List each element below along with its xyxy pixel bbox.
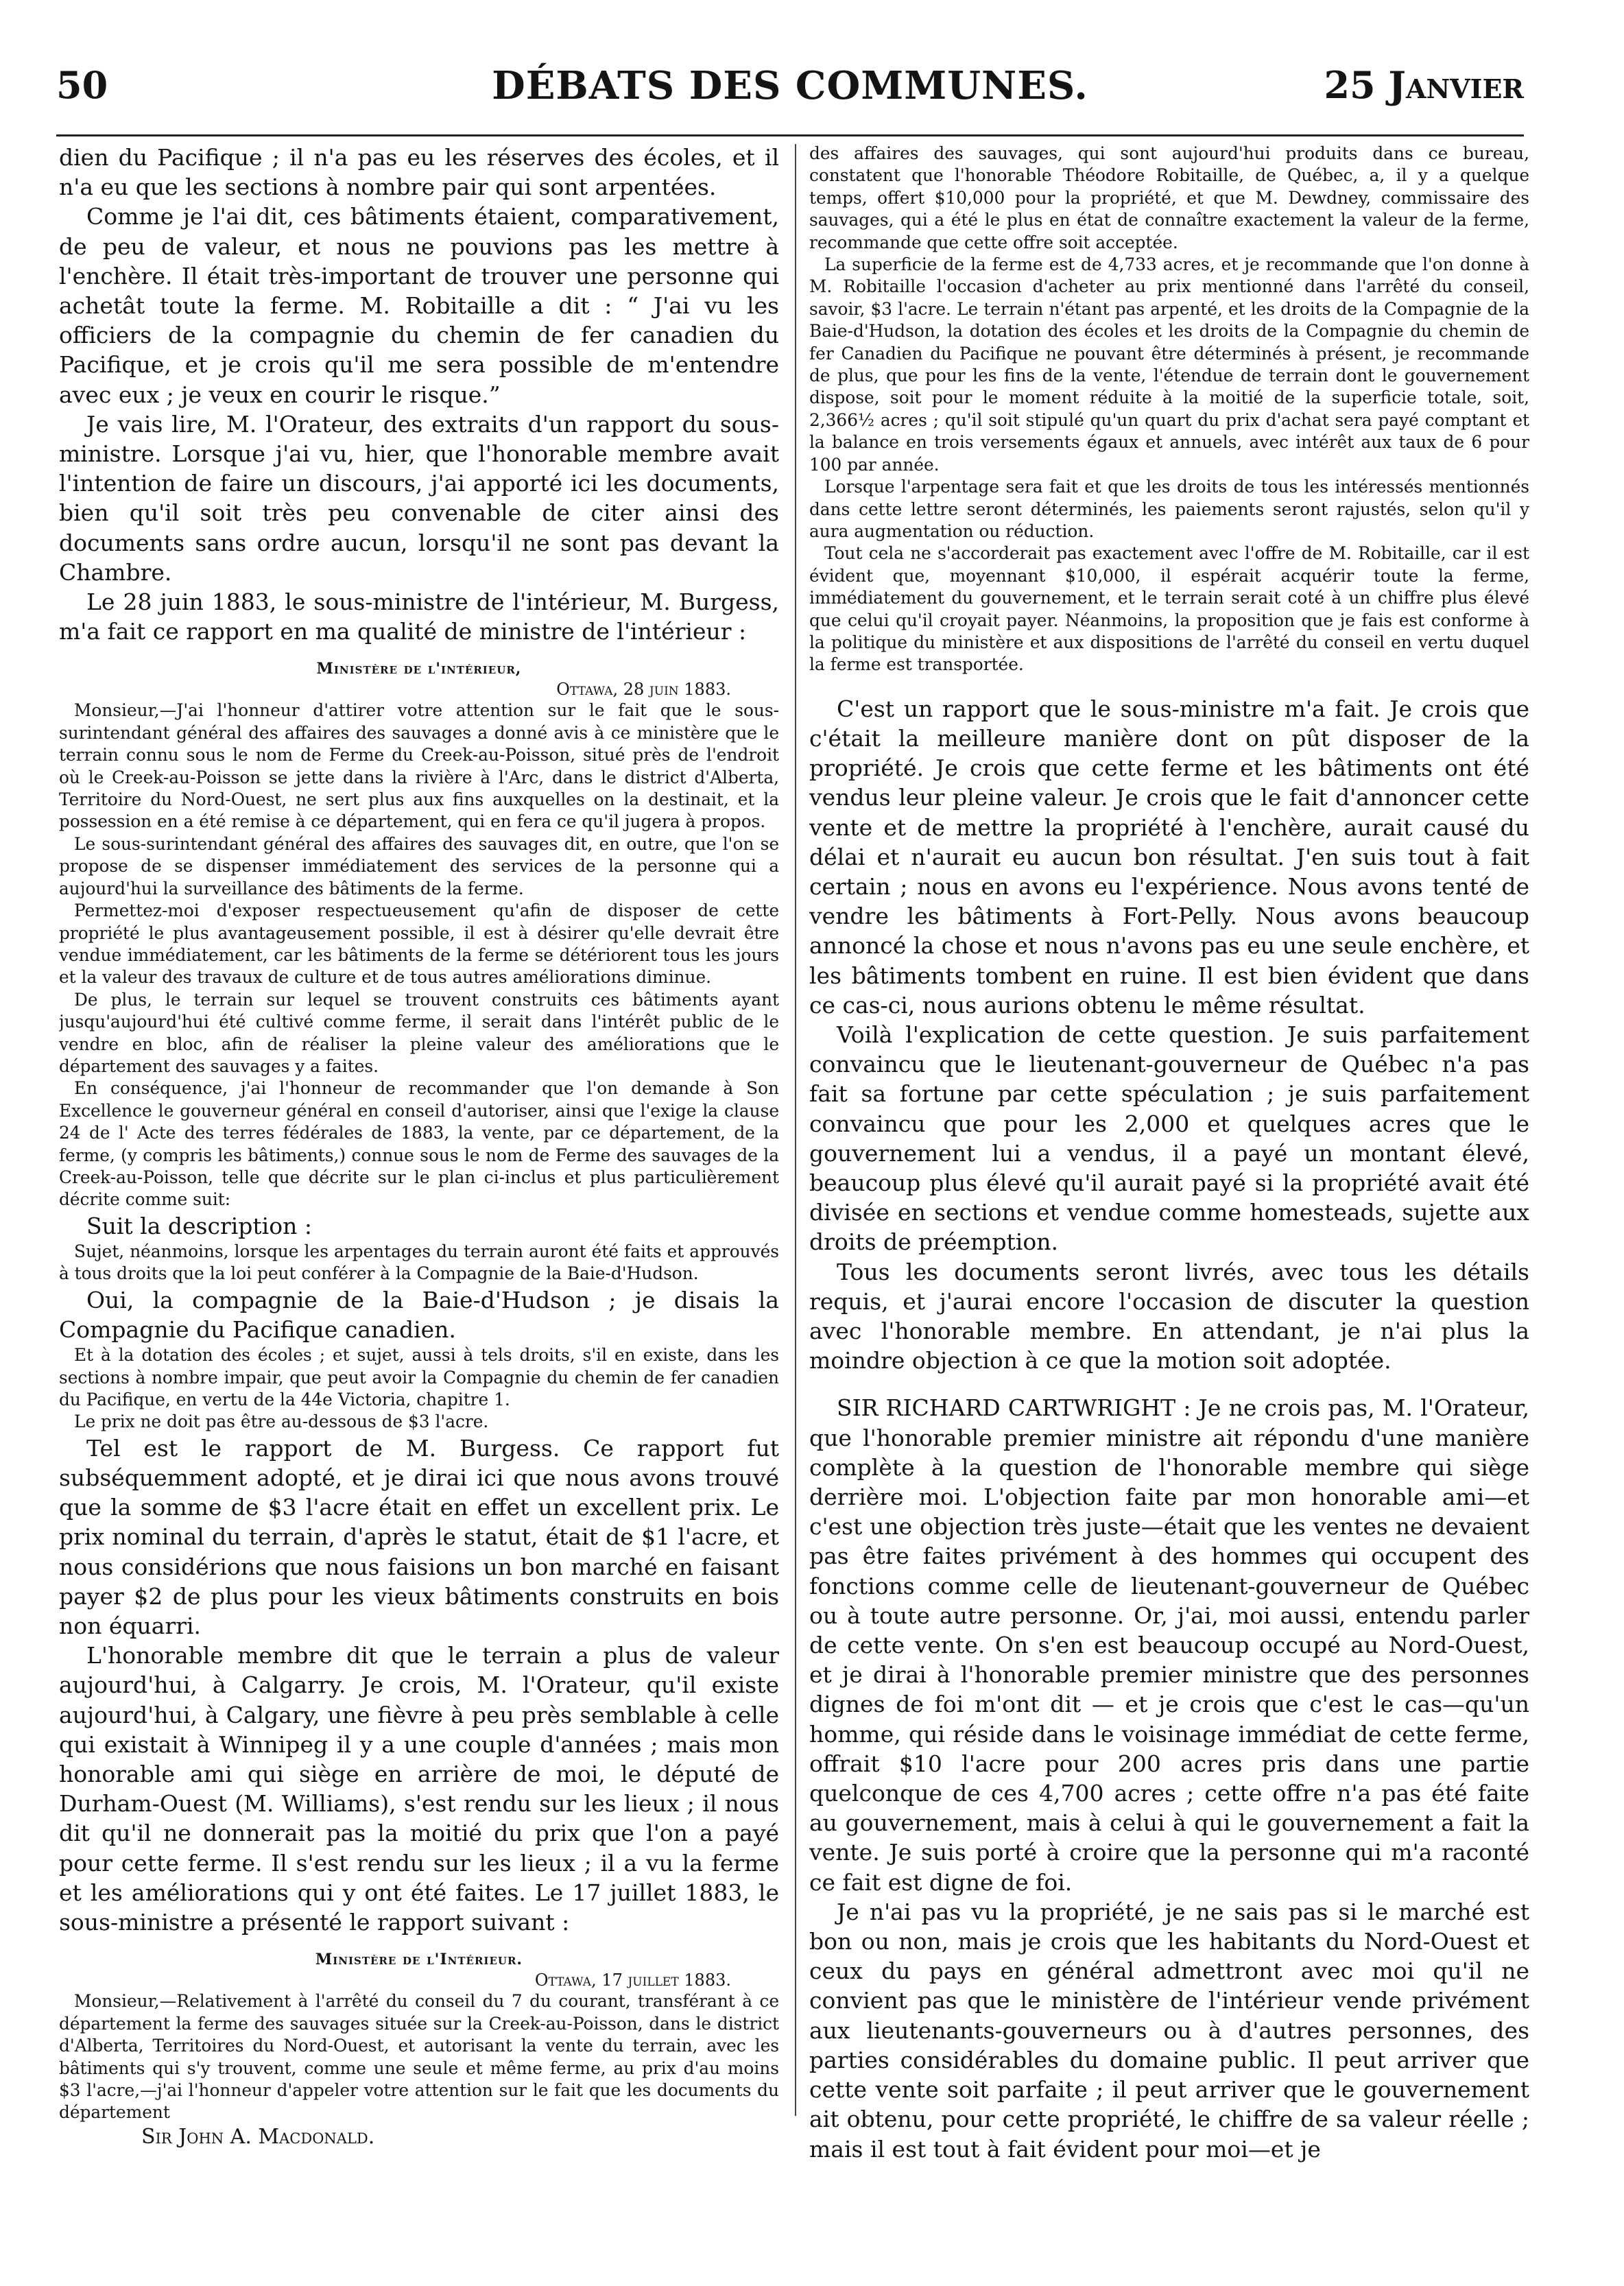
- letter-paragraph: Sujet, néanmoins, lorsque les arpentages du terrain auront été faits et approuvés à tous droits que la loi peut conférer à la Compagnie de la Baie-d'Hudson.: [59, 1241, 779, 1284]
- paragraph: Suit la description :: [86, 1212, 312, 1239]
- page-header: [56, 63, 1524, 118]
- letter-paragraph: Monsieur,—Relativement à l'arrêté du conseil du 7 du courant, transférant à ce département la ferme des sauvages située sur la Creek-au-Poisson, dans le district d'Alberta, Territoires du Nord-Ouest, et autorisant la vente du terrain, avec les bâtiments qui s'y trouvent, comme une seule et même ferme, au prix d'au moins $3 l'acre,—j'ai l'honneur d'appeler votre attention sur le fait que les documents du département: [59, 1991, 779, 2123]
- paragraph: Comme je l'ai dit, ces bâtiments étaient, comparativement, de peu de valeur, et nous ne pouvions pas les mettre à l'enchère. Il était très-important de trouver une personne qui achetât toute la ferme. M. Robitaille a dit : “ J'ai vu les officiers de la compagnie du chemin de fer canadien du Pacifique, et je crois qu'il me sera possible de m'entendre avec eux ; je veux en courir le risque.”: [59, 203, 779, 408]
- letter-dateline: Ottawa, 17 juillet 1883.: [534, 1971, 731, 1990]
- letter-paragraph: Tout cela ne s'accorderait pas exactement avec l'offre de M. Robitaille, car il est évident que, moyennant $10,000, il espérait acquérir toute la ferme, immédiatement du gouvernement, et le terrain serait coté à un chiffre plus élevé que celui qu'il croyait payer. Néanmoins, la proposition que je fais est conforme à la politique du ministère et aux dispositions de l'arrêté du conseil en vertu duquel la ferme est transportée.: [809, 543, 1529, 675]
- letter-paragraph: La superficie de la ferme est de 4,733 acres, et je recommande que l'on donne à M. Robitaille l'occasion d'acheter au prix mentionné dans l'arrêté du conseil, savoir, $3 l'acre. Le terrain n'étant pas arpenté, et les droits de la Compagnie de la Baie-d'Hudson, la dotation des écoles et les droits de la Compagnie du chemin de fer Canadien du Pacifique ne pouvant être déterminés à présent, je recommande de plus, que pour les fins de la vente, l'étendue de terrain dont le gouvernement dispose, soit pour le moment réduite à la moitié de la superficie totale, soit, 2,366½ acres ; qu'il soit stipulé qu'un quart du prix d'achat sera payé comptant et la balance en trois versements égaux et annuels, avec intérêt aux taux de 6 pour 100 par année.: [809, 254, 1529, 475]
- column-divider: [795, 144, 796, 2116]
- speech-paragraph: [809, 1393, 1529, 1896]
- letter-paragraph: Monsieur,—J'ai l'honneur d'attirer votre attention sur le fait que le sous-surintendant général des affaires des sauvages a donné avis à ce ministère que le terrain connu sous le nom de Ferme du Creek-au-Poisson, situé près de l'endroit où le Creek-au-Poisson se jette dans la rivière à l'Arc, dans le district d'Alberta, Territoire du Nord-Ouest, ne sert plus aux fins auxquelles on la destinait, et la possession en a été remise à ce département, qui en fera ce qu'il jugera à propos.: [59, 700, 779, 832]
- letter-paragraph: Et à la dotation des écoles ; et sujet, aussi à tels droits, s'il en existe, dans les sections à nombre impair, que peut avoir la Compagnie du chemin de fer canadien du Pacifique, en vertu de la 44e Victoria, chapitre 1.: [59, 1345, 779, 1410]
- left-column: [59, 143, 779, 2150]
- paragraph: Tous les documents seront livrés, avec tous les détails requis, et j'aurai encore l'occasion de discuter la question avec l'honorable membre. En attendant, je n'ai plus la moindre objection à ce que la motion soit adoptée.: [809, 1258, 1529, 1374]
- letter-heading: Ministère de l'Intérieur.: [315, 1951, 523, 1969]
- paragraph: Tel est le rapport de M. Burgess. Ce rapport fut subséquemment adopté, et je dirai ici que nous avons trouvé que la somme de $3 l'acre était en effet un excellent prix. Le prix nominal du terrain, d'après le statut, était de $1 l'acre, et nous considérions que nous faisions un bon marché en faisant payer $2 de plus pour les vieux bâtiments construits en bois non équarri.: [59, 1434, 779, 1640]
- header-date-text: 25 Janvier: [1324, 63, 1524, 107]
- letter-dateline: Ottawa, 28 juin 1883.: [556, 680, 731, 700]
- letter-paragraph: Permettez-moi d'exposer respectueusement qu'afin de disposer de cette propriété le plus avantageusement possible, il est à désirer qu'elle devrait être vendue immédiatement, car les bâtiments de la ferme se détériorent tous les jours et la valeur des travaux de culture et de tous autres améliorations diminue.: [59, 901, 779, 988]
- paragraph: L'honorable membre dit que le terrain a plus de valeur aujourd'hui, à Calgarry. Je crois, M. l'Orateur, qu'il existe aujourd'hui, à Calgary, une fièvre à peu près semblable à celle qui existait à Winnipeg il y a une couple d'années ; mais mon honorable ami qui siège en arrière de moi, le député de Durham-Ouest (M. Williams), s'est rendu sur les lieux ; il nous dit qu'il ne donnerait pas la moitié du prix que l'on a payé pour cette ferme. Il s'est rendu sur les lieux ; il a vu la ferme et les améliorations qui y ont été faites. Le 17 juillet 1883, le sous-ministre a présenté le rapport suivant :: [59, 1642, 779, 1936]
- letter-paragraph: Le sous-surintendant général des affaires des sauvages dit, en outre, que l'on se propose de se dispenser immédiatement des services de la personne qui a aujourd'hui la surveillance des bâtiments de la ferme.: [59, 833, 779, 898]
- header-rule: [56, 134, 1524, 136]
- paragraph: Oui, la compagnie de la Baie-d'Hudson ; je disais la Compagnie du Pacifique canadien.: [59, 1286, 779, 1344]
- header-date: [1324, 63, 1524, 107]
- letter-paragraph: des affaires des sauvages, qui sont aujourd'hui produits dans ce bureau, constatent que l'honorable Théodore Robitaille, de Québec, a, il y a quelque temps, offert $10,000 pour la propriété, et que M. Dewdney, commissaire des sauvages, qui a été le plus en état de connaître exactement la valeur de la ferme, recommande que cette offre soit acceptée.: [809, 143, 1529, 252]
- paragraph: Le 28 juin 1883, le sous-ministre de l'intérieur, M. Burgess, m'a fait ce rapport en ma qualité de ministre de l'intérieur :: [59, 588, 779, 645]
- letter-paragraph: En conséquence, j'ai l'honneur de recommander que l'on demande à Son Excellence le gouverneur général en conseil d'autoriser, ainsi que l'exige la clause 24 de l' Acte des terres fédérales de 1883, la vente, par ce département, de la ferme, (y compris les bâtiments,) connue sous le nom de Ferme des sauvages de la Creek-au-Poisson, telle que décrite sur le plan ci-inclus et plus particulièrement décrite comme suit:: [59, 1078, 779, 1210]
- letter-paragraph: De plus, le terrain sur lequel se trouvent construits ces bâtiments ayant jusqu'aujourd'hui été cultivé comme ferme, il serait dans l'intérêt public de le vendre en bloc, afin de réaliser la pleine valeur des améliorations que le département des sauvages y a faites.: [59, 989, 779, 1076]
- speaker-signature: Sir John A. Macdonald.: [141, 2124, 375, 2149]
- paragraph: Je n'ai pas vu la propriété, je ne sais pas si le marché est bon ou non, mais je crois que les habitants du Nord-Ouest et ceux du pays en général admettront avec moi qu'il ne convient pas que le ministère de l'intérieur vende privément aux lieutenants-gouverneurs ou à d'autres personnes, des parties considérables du domaine public. Il peut arriver que cette vente soit parfaite ; il peut arriver que le gouvernement ait obtenu, pour cette propriété, le chiffre de sa valeur réelle ; mais il est tout à fait évident pour moi—et je: [809, 1898, 1529, 2163]
- letter-heading: Ministère de l'intérieur,: [316, 660, 522, 678]
- paragraph: C'est un rapport que le sous-ministre m'a fait. Je crois que c'était la meilleure manière dont on pût disposer de la propriété. Je crois que cette ferme et les bâtiments ont été vendus leur pleine valeur. Je crois que le fait d'annoncer cette vente et de mettre la propriété à l'enchère, aurait causé du délai et n'aurait eu aucun bon résultat. J'en suis tout à fait certain ; nous en avons eu l'expérience. Nous avons tenté de vendre les bâtiments à Fort-Pelly. Nous avons beaucoup annoncé la chose et nous n'avons pas eu une seule enchère, et les bâtiments tombent en ruine. Il est bien évident que dans ce cas-ci, nous aurions obtenu le même résultat.: [809, 695, 1529, 1019]
- letter-paragraph: Le prix ne doit pas être au-dessous de $3 l'acre.: [74, 1412, 489, 1432]
- letter-paragraph: Lorsque l'arpentage sera fait et que les droits de tous les intéressés mentionnés dans cette lettre seront déterminés, les paiements seront rajustés, selon qu'il y aura augmentation ou réduction.: [809, 477, 1529, 541]
- speech-text: Je ne crois pas, M. l'Orateur, que l'honorable premier ministre ait répondu d'une manière complète à la question de l'honorable membre qui siège derrière moi. L'objection faite par mon honorable ami—et c'est une objection très juste—était que les ventes ne devaient pas être faites privément à des hommes qui occupent des fonctions comme celle de lieutenant-gouverneur de Québec ou à toute autre personne. Or, j'ai, moi aussi, entendu parler de cette vente. On s'en est beaucoup occupé au Nord-Ouest, et je dirai à l'honorable premier ministre que des personnes dignes de foi m'ont dit — et je crois que c'est le cas—qu'un homme, qui réside dans le voisinage immédiat de cette ferme, offrait $10 l'acre pour 200 acres pris dans une partie quelconque de ces 4,700 acres ; cette offre n'a pas été faite au gouvernement, mais à celui à qui le gouvernement a fait la vente. Je suis porté à croire que la personne qui m'a raconté ce fait est digne de foi.: [809, 1394, 1529, 1896]
- paragraph: Voilà l'explication de cette question. Je suis parfaitement convaincu que le lieutenant-gouverneur de Québec n'a pas fait sa fortune par cette spéculation ; je suis parfaitement convaincu que pour les 2,000 et quelques acres que le gouvernement lui a vendus, il a payé un montant élevé, beaucoup plus élevé qu'il aurait payé si la propriété avait été divisée en sections et vendue comme homesteads, sujette aux droits de préemption.: [809, 1021, 1529, 1256]
- page-number: 50: [56, 63, 108, 107]
- paragraph: dien du Pacifique ; il n'a pas eu les réserves des écoles, et il n'a eu que les sections à nombre pair qui sont arpentées.: [59, 144, 779, 201]
- running-title: DÉBATS DES COMMUNES.: [492, 63, 1088, 108]
- right-column: [809, 143, 1529, 2164]
- paragraph: Je vais lire, M. l'Orateur, des extraits d'un rapport du sous-ministre. Lorsque j'ai vu, hier, que l'honorable membre avait l'intention de faire un discours, j'ai apporté ici les documents, bien qu'il soit très peu convenable de citer ainsi des documents sans ordre aucun, lorsqu'il ne sont pas devant la Chambre.: [59, 410, 779, 586]
- speaker-name: SIR RICHARD CARTWRIGHT :: [837, 1394, 1191, 1422]
